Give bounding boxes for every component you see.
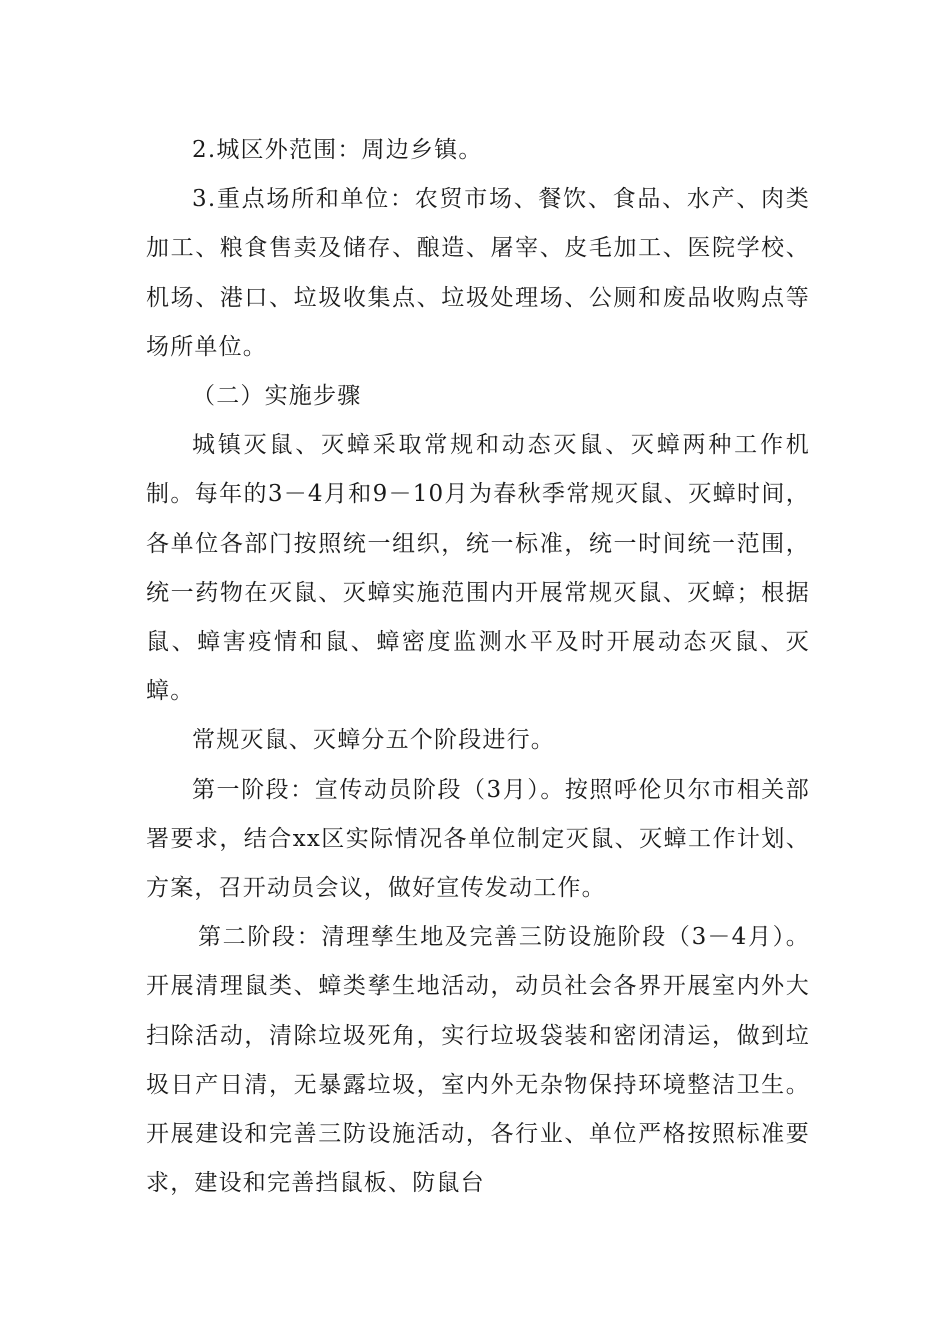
document-body (146, 126, 810, 1208)
paragraph-key-places: 3.重点场所和单位：农贸市场、餐饮、食品、水产、肉类加工、粮食售卖及储存、酿造、屠宰、皮毛加工、医院学校、机场、港口、垃圾收集点、垃圾处理场、公厕和废品收购点等场所单位。 (146, 186, 810, 360)
paragraph-five-stages: 常规灭鼠、灭蟑分五个阶段进行。 (192, 727, 555, 754)
section-heading-implementation-steps: （二）实施步骤 (192, 383, 362, 410)
paragraph-stage-two: 第二阶段：清理孳生地及完善三防设施阶段（3－4月）。开展清理鼠类、蟑类孳生地活动，动员社会各界开展室内外大扫除活动，清除垃圾死角，实行垃圾袋装和密闭清运，做到垃圾日产日清，无暴露垃圾，室内外无杂物保持环境整洁卫生。开展建设和完善三防设施活动，各行业、单位严格按照标准要求，建设和完善挡鼠板、防鼠台 (146, 924, 810, 1197)
paragraph-work-mechanism: 城镇灭鼠、灭蟑采取常规和动态灭鼠、灭蟑两种工作机制。每年的3－4月和9－10月为春秋季常规灭鼠、灭蟑时间，各单位各部门按照统一组织，统一标准，统一时间统一范围，统一药物在灭鼠、灭蟑实施范围内开展常规灭鼠、灭蟑；根据鼠、蟑害疫情和鼠、蟑密度监测水平及时开展动态灭鼠、灭蟑。 (146, 432, 810, 705)
paragraph-stage-one: 第一阶段：宣传动员阶段（3月）。按照呼伦贝尔市相关部署要求，结合xx区实际情况各单位制定灭鼠、灭蟑工作计划、方案，召开动员会议，做好宣传发动工作。 (146, 776, 810, 902)
paragraph-outer-area: 2.城区外范围：周边乡镇。 (192, 137, 483, 163)
